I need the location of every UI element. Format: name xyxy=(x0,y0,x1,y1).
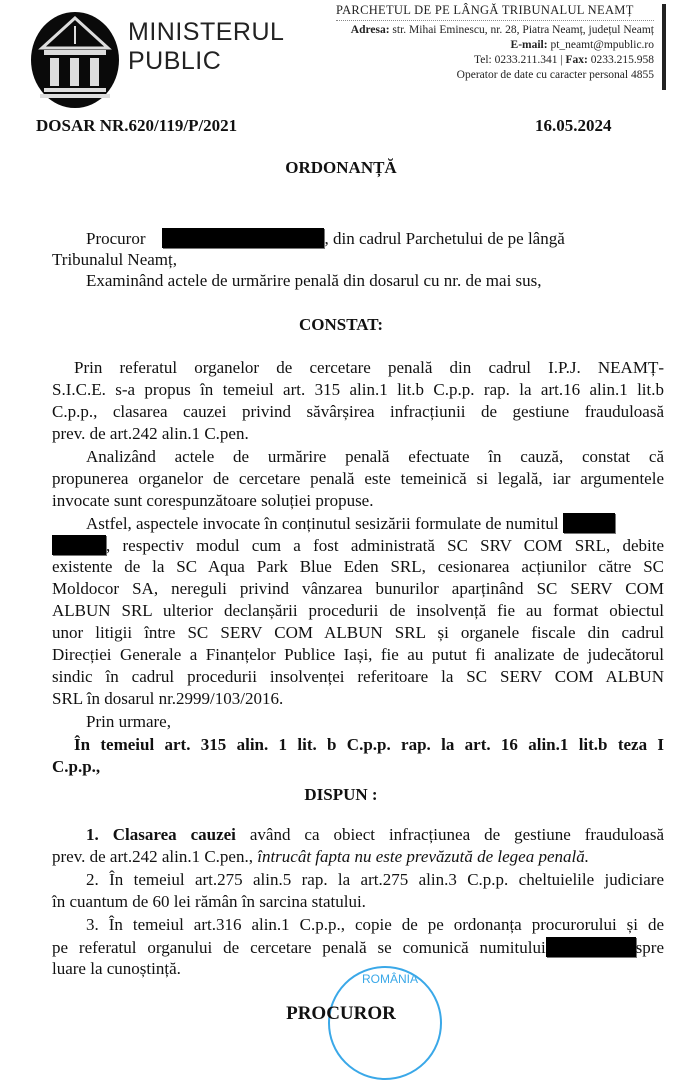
text-segment: spre xyxy=(635,938,664,957)
text-line: C.p.p., xyxy=(52,757,101,776)
operator: Operator de date cu caracter personal 4855 xyxy=(456,69,654,81)
text-line xyxy=(52,847,589,867)
text-line: existente de la SC Aqua Park Blue Eden SRL, cesionarea acțiunilor către SC xyxy=(52,557,664,576)
text-line: ALBUN SRL ulterior declanșării procedurii de insolvență fie au format obiectul xyxy=(52,601,664,620)
text-line: 2. În temeiul art.275 alin.5 rap. la art.275 alin.3 C.p.p. cheltuielile judiciare xyxy=(86,870,664,889)
text-line: 3. În temeiul art.316 alin.1 C.p.p., copie de pe ordonanța procurorului și de xyxy=(86,915,664,934)
text-line: Direcției Generale a Finanțelor Publice Iași, fie au putut fi analizate de judecătorul xyxy=(52,645,664,664)
text-line: invocate sunt corespunzătoare soluției propuse. xyxy=(52,491,374,510)
text-line: luare la cunoștință. xyxy=(52,959,181,978)
institution-name: PARCHETUL DE PE LÂNGĂ TRIBUNALUL NEAMȚ xyxy=(336,3,654,21)
intro-line: Tribunalul Neamț, xyxy=(52,250,177,269)
text-line: Prin referatul organelor de cercetare penală din cadrul I.P.J. NEAMȚ- xyxy=(74,358,664,377)
tel-value: 0233.211.341 | xyxy=(491,54,566,66)
text-segment: prev. de art.242 alin.1 C.pen., xyxy=(52,847,258,866)
redaction xyxy=(162,228,324,248)
text-segment: întrucât fapta nu este prevăzută de legea penală. xyxy=(257,847,589,866)
signature-title: PROCUROR xyxy=(286,1003,396,1024)
institution-header xyxy=(336,3,654,83)
text-line xyxy=(86,825,664,845)
address-value: str. Mihai Eminescu, nr. 28, Piatra Neamț, județul Neamț xyxy=(389,24,654,36)
text-line: unor litigii între SC SERV COM ALBUN SRL și organele fiscale din cadrul xyxy=(52,623,664,642)
text-line: propunerea organelor de cercetare penală este temeinică si legală, iar argumentele xyxy=(52,469,664,488)
text-segment: pe referatul organului de cercetare penală se comunică numitului xyxy=(52,938,546,957)
tel-label: Tel: xyxy=(474,54,492,66)
section-dispun: DISPUN : xyxy=(304,785,378,804)
text-segment: , respectiv modul cum a fost administrată SC SRV COM SRL, debite xyxy=(106,536,664,555)
email xyxy=(336,38,654,53)
text-line xyxy=(52,535,664,556)
text-line: Prin urmare, xyxy=(86,712,171,731)
text-segment: 1. Clasarea cauzei xyxy=(86,825,236,844)
case-number: DOSAR NR.620/119/P/2021 xyxy=(36,116,238,135)
logo-text xyxy=(128,18,284,76)
text-line: prev. de art.242 alin.1 C.pen. xyxy=(52,424,249,443)
header-bar xyxy=(662,4,666,90)
intro-line: Examinând actele de urmărire penală din dosarul cu nr. de mai sus, xyxy=(86,271,542,290)
text-segment: Astfel, aspectele invocate în conținutul sesizării formulate de numitul xyxy=(86,514,559,533)
ministerul-public-logo xyxy=(30,8,120,108)
text-line xyxy=(86,513,615,534)
text-line: S.I.C.E. s-a propus în temeiul art. 315 alin.1 lit.b C.p.p. rap. la art.16 alin.1 lit.b xyxy=(52,380,664,399)
phone-fax xyxy=(336,53,654,68)
address xyxy=(336,23,654,38)
text-line: În temeiul art. 315 alin. 1 lit. b C.p.p. rap. la art. 16 alin.1 lit.b teza I xyxy=(74,735,664,754)
text-line: Moldocor SA, nereguli privind vânzarea bunurilor aparținând SC SERV COM xyxy=(52,579,664,598)
document-title: ORDONANȚĂ xyxy=(285,158,397,177)
redaction xyxy=(52,535,106,555)
stamp-text: ROMÂNIA xyxy=(362,972,419,986)
intro-text: , din cadrul Parchetului de pe lângă xyxy=(324,229,565,248)
address-label: Adresa: xyxy=(350,24,390,36)
intro-line xyxy=(86,228,565,249)
fax-label: Fax: xyxy=(565,54,588,66)
logo-line: MINISTERUL xyxy=(128,18,285,46)
text-line: SRL în dosarul nr.2999/103/2016. xyxy=(52,689,284,708)
text-line: Analizând actele de urmărire penală efectuate în cauză, constat că xyxy=(86,447,664,466)
email-label: E-mail: xyxy=(510,39,548,51)
document-date: 16.05.2024 xyxy=(535,116,612,135)
text-segment: având ca obiect infracțiunea de gestiune frauduloasă xyxy=(235,825,664,844)
section-constat: CONSTAT: xyxy=(298,315,384,334)
text-line: C.p.p., clasarea cauzei privind săvârșirea infracțiunii de gestiune frauduloasă xyxy=(52,402,664,421)
text-line xyxy=(52,937,664,958)
logo-line: PUBLIC xyxy=(128,47,222,75)
text-line: sindic în cadrul procedurii insolvenței referitoare la SC SERV COM ALBUN xyxy=(52,667,664,686)
redaction xyxy=(563,513,615,533)
redaction xyxy=(546,937,636,957)
email-value: pt_neamt@mpublic.ro xyxy=(547,39,654,51)
text-line: în cuantum de 60 lei rămân în sarcina statului. xyxy=(52,892,366,911)
fax-value: 0233.215.958 xyxy=(587,54,654,66)
intro-text: Procuror xyxy=(86,229,146,248)
